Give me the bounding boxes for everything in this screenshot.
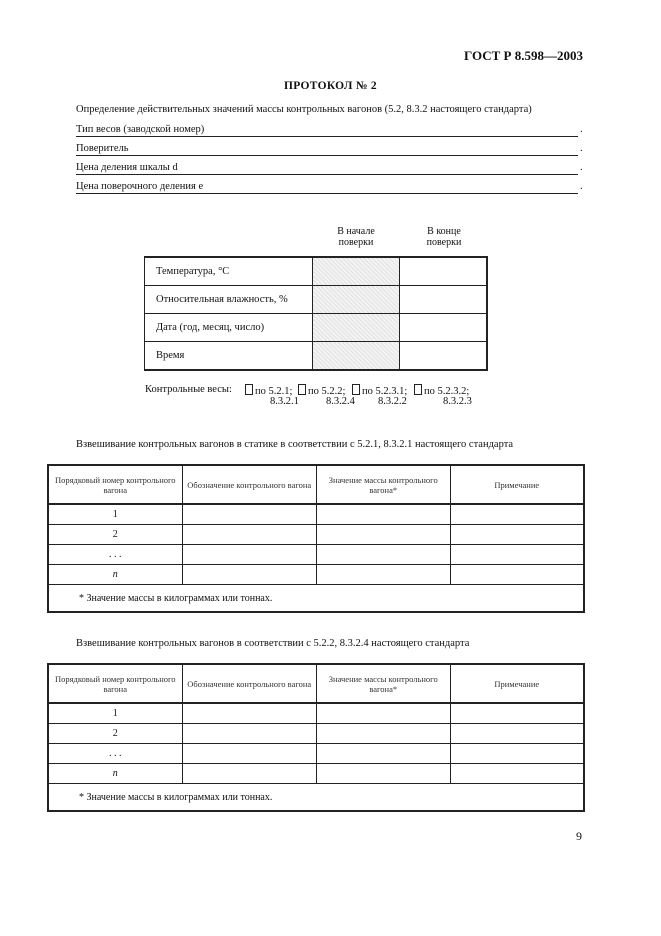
field-end: . bbox=[580, 181, 583, 192]
intro-text: Определение действительных значений массы контрольных вагонов (5.2, 8.3.2 настоящего стандарта) bbox=[76, 104, 532, 115]
cell[interactable] bbox=[182, 565, 317, 585]
field-label: Тип весов (заводской номер) bbox=[76, 124, 205, 135]
condition-label: Время bbox=[145, 342, 313, 371]
page-number: 9 bbox=[576, 829, 582, 843]
col-header: Примечание bbox=[450, 465, 584, 504]
col-end-header: В конце поверки bbox=[426, 226, 462, 248]
cell[interactable] bbox=[182, 724, 317, 744]
start-cell[interactable] bbox=[313, 342, 400, 371]
row-number: 1 bbox=[48, 703, 182, 724]
end-cell[interactable] bbox=[400, 342, 488, 371]
cell[interactable] bbox=[182, 525, 317, 545]
table-footnote: * Значение массы в килограммах или тоннах. bbox=[48, 784, 584, 812]
field-verification-division[interactable] bbox=[76, 181, 578, 195]
checkbox-icon[interactable] bbox=[245, 384, 253, 395]
control-scales-label: Контрольные весы: bbox=[145, 384, 232, 395]
cell[interactable] bbox=[450, 545, 584, 565]
field-label: Цена поверочного деления e bbox=[76, 181, 204, 192]
field-scale-division[interactable] bbox=[76, 162, 578, 176]
start-cell[interactable] bbox=[313, 314, 400, 342]
cell[interactable] bbox=[182, 703, 317, 724]
cell[interactable] bbox=[450, 764, 584, 784]
cell[interactable] bbox=[450, 525, 584, 545]
option-sub: 8.3.2.2 bbox=[378, 396, 407, 407]
row-number: . . . bbox=[48, 744, 182, 764]
row-number: n bbox=[48, 764, 182, 784]
cell[interactable] bbox=[317, 764, 451, 784]
option-sub: 8.3.2.1 bbox=[270, 396, 299, 407]
cell[interactable] bbox=[182, 764, 317, 784]
row-number: 2 bbox=[48, 525, 182, 545]
col-start-header: В начале поверки bbox=[337, 226, 375, 248]
end-cell[interactable] bbox=[400, 286, 488, 314]
start-cell[interactable] bbox=[313, 286, 400, 314]
end-cell[interactable] bbox=[400, 257, 488, 286]
field-label: Поверитель bbox=[76, 143, 129, 154]
col-header: Примечание bbox=[450, 664, 584, 703]
cell[interactable] bbox=[317, 525, 451, 545]
cell[interactable] bbox=[182, 504, 317, 525]
protocol-title: ПРОТОКОЛ № 2 bbox=[284, 80, 377, 92]
cell[interactable] bbox=[450, 744, 584, 764]
col-header: Обозначение контрольного вагона bbox=[182, 465, 317, 504]
field-verifier[interactable] bbox=[76, 143, 578, 157]
start-cell[interactable] bbox=[313, 257, 400, 286]
cell[interactable] bbox=[317, 545, 451, 565]
field-label: Цена деления шкалы d bbox=[76, 162, 178, 173]
table-footnote: * Значение массы в килограммах или тоннах. bbox=[48, 585, 584, 613]
col-header: Обозначение контрольного вагона bbox=[182, 664, 317, 703]
cell[interactable] bbox=[317, 504, 451, 525]
condition-label: Относительная влажность, % bbox=[145, 286, 313, 314]
col-header: Порядковый номер контрольного вагона bbox=[48, 664, 182, 703]
option-label: по 5.2.3.1; bbox=[362, 386, 408, 397]
option-sub: 8.3.2.3 bbox=[443, 396, 472, 407]
row-number: 1 bbox=[48, 504, 182, 525]
cell[interactable] bbox=[450, 724, 584, 744]
option-label: по 5.2.2; bbox=[308, 386, 346, 397]
row-number: . . . bbox=[48, 545, 182, 565]
option-label: по 5.2.3.2; bbox=[424, 386, 470, 397]
cell[interactable] bbox=[317, 565, 451, 585]
field-scale-type[interactable] bbox=[76, 124, 578, 138]
col-header: Значение массы контрольного вагона* bbox=[317, 465, 451, 504]
col-header: Значение массы контрольного вагона* bbox=[317, 664, 451, 703]
checkbox-icon[interactable] bbox=[352, 384, 360, 395]
cell[interactable] bbox=[450, 504, 584, 525]
cell[interactable] bbox=[450, 703, 584, 724]
weighing-table-2 bbox=[47, 663, 585, 812]
cell[interactable] bbox=[182, 744, 317, 764]
cell[interactable] bbox=[317, 724, 451, 744]
field-end: . bbox=[580, 124, 583, 135]
option-label: по 5.2.1; bbox=[255, 386, 293, 397]
cell[interactable] bbox=[450, 565, 584, 585]
col-header: Порядковый номер контрольного вагона bbox=[48, 465, 182, 504]
weighing-table-1 bbox=[47, 464, 585, 613]
row-number: n bbox=[48, 565, 182, 585]
row-number: 2 bbox=[48, 724, 182, 744]
checkbox-icon[interactable] bbox=[298, 384, 306, 395]
cell[interactable] bbox=[182, 545, 317, 565]
table2-caption: Взвешивание контрольных вагонов в соответствии с 5.2.2, 8.3.2.4 настоящего стандарта bbox=[76, 638, 470, 649]
standard-number: ГОСТ Р 8.598—2003 bbox=[464, 48, 583, 63]
condition-label: Температура, °C bbox=[145, 257, 313, 286]
table1-caption: Взвешивание контрольных вагонов в статике в соответствии с 5.2.1, 8.3.2.1 настоящего стандарта bbox=[76, 439, 514, 450]
checkbox-icon[interactable] bbox=[414, 384, 422, 395]
option-sub: 8.3.2.4 bbox=[326, 396, 355, 407]
condition-label: Дата (год, месяц, число) bbox=[145, 314, 313, 342]
cell[interactable] bbox=[317, 744, 451, 764]
conditions-table bbox=[144, 256, 488, 371]
end-cell[interactable] bbox=[400, 314, 488, 342]
field-end: . bbox=[580, 162, 583, 173]
cell[interactable] bbox=[317, 703, 451, 724]
field-end: . bbox=[580, 143, 583, 154]
